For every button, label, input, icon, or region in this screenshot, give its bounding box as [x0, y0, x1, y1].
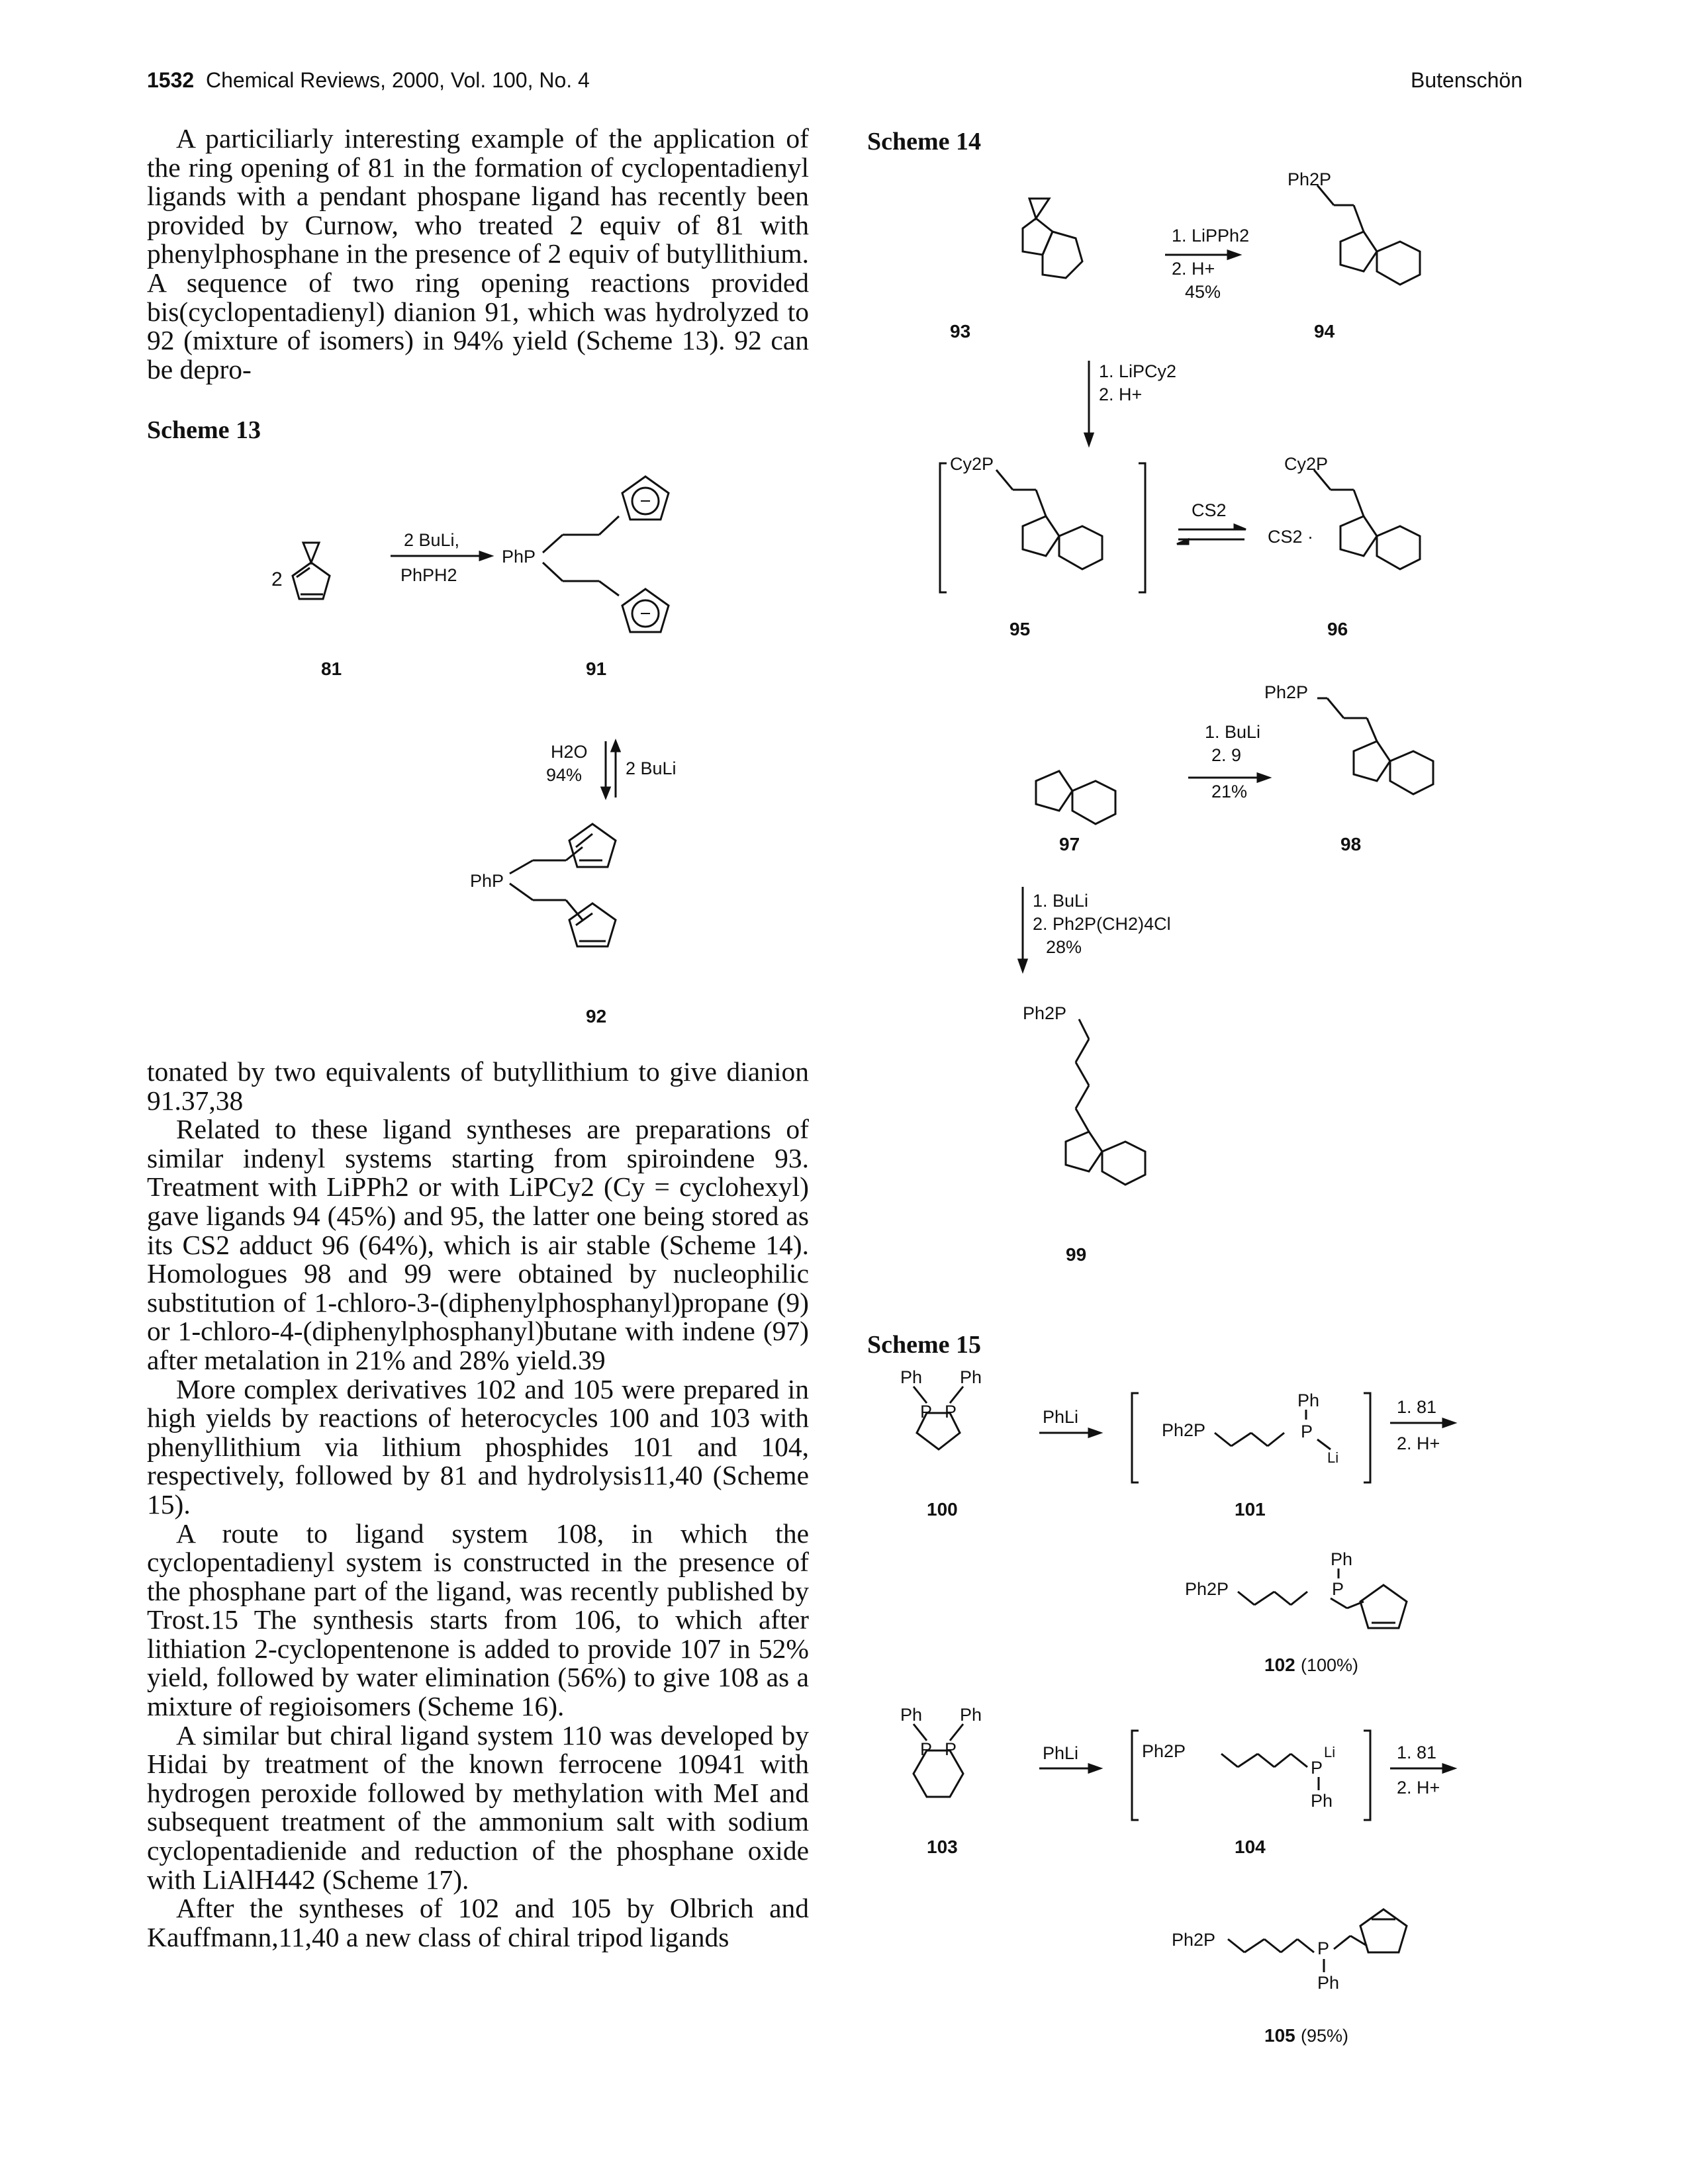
- reagent-1-81: 1. 81: [1397, 1397, 1437, 1417]
- cy2p-label-96: Cy2P: [1284, 454, 1329, 474]
- compound-104: 104: [1235, 1837, 1266, 1857]
- ph-label: Ph: [960, 1705, 982, 1725]
- reagent-2-h-b: 2. H+: [1397, 1778, 1440, 1797]
- ph2p-label-98: Ph2P: [1264, 682, 1309, 702]
- reagent-lipph2: 1. LiPPh2: [1172, 226, 1250, 246]
- compound-95: 95: [1009, 619, 1031, 639]
- compound-102: 102: [1264, 1655, 1295, 1675]
- reagent-up: 2 BuLi: [626, 758, 677, 778]
- coefficient: 2: [271, 569, 283, 590]
- ph-label-104: Ph: [1311, 1791, 1333, 1811]
- reagent-ph2p-ch2-4cl: 2. Ph2P(CH2)4Cl: [1033, 914, 1171, 934]
- reagent-h: 2. H+: [1172, 259, 1215, 279]
- ph2p-label-104: Ph2P: [1142, 1741, 1186, 1761]
- ph-label-105: Ph: [1317, 1973, 1340, 1993]
- li-label-104: Li: [1324, 1744, 1336, 1760]
- reagent-1-81-b: 1. 81: [1397, 1743, 1437, 1762]
- scheme-15-diagram: [861, 1363, 1523, 2105]
- p-label-102: P: [1332, 1579, 1344, 1599]
- yield-21: 21%: [1211, 782, 1248, 801]
- paragraph: A particiliarly interesting example of the application of the ring opening of 81 in the formation of cyclopentadienyl ligands with a pendant phospane ligand has recently been provided by Curnow, who treated 2 equiv of 81 with phenylphosphane in the presence of 2 equiv of butyllithium. A sequence of two ring opening reactions provided bis(cyclopentadienyl) dianion 91, which was hydrolyzed to 92 (mixture of isomers) in 94% yield (Scheme 13). 92 can be depro-: [147, 123, 809, 385]
- compound-81: 81: [321, 659, 342, 679]
- reagent-cs2: CS2: [1192, 500, 1227, 520]
- yield-28: 28%: [1046, 937, 1082, 957]
- compound-91: 91: [586, 659, 607, 679]
- ph-label: Ph: [900, 1705, 923, 1725]
- ph-label: Ph: [900, 1367, 923, 1387]
- scheme-14-diagram: [861, 159, 1523, 1297]
- compound-101: 101: [1235, 1499, 1266, 1520]
- ph-label-101: Ph: [1297, 1390, 1320, 1410]
- cy2p-label: Cy2P: [950, 454, 994, 474]
- yield-45: 45%: [1185, 282, 1221, 302]
- paragraph: A similar but chiral ligand system 110 was developed by Hidai by treatment of the known ferrocene 10941 with hydrogen peroxide followed by methylation with MeI and subsequent treatment of the ammonium salt with sodium cyclopentadienide and reduction of the phosphane oxide with LiAlH442 (Scheme 17).: [147, 1719, 809, 1895]
- compound-98: 98: [1340, 834, 1362, 854]
- reagent-h-2: 2. H+: [1099, 385, 1143, 404]
- reagent-lipcy2: 1. LiPCy2: [1099, 361, 1177, 381]
- scheme-14-title: Scheme 14: [867, 128, 982, 156]
- ph2p-label-102: Ph2P: [1185, 1579, 1229, 1599]
- compound-105: 105: [1264, 2025, 1295, 2046]
- reagent-buli: 1. BuLi: [1205, 722, 1261, 742]
- paragraph: tonated by two equivalents of butyllithium to give dianion 91.37,38: [147, 1056, 809, 1116]
- compound-92: 92: [586, 1006, 607, 1026]
- p-label: P: [945, 1739, 957, 1759]
- p-label: P: [920, 1402, 933, 1422]
- reagent-1: 2 BuLi,: [404, 530, 460, 550]
- body-text-top: [147, 124, 809, 384]
- php-label: PhP: [502, 547, 536, 567]
- paragraph: A route to ligand system 108, in which the cyclopentadienyl system is constructed in the presence of the phosphane part of the ligand, was recently published by Trost.15 The synthesis starts from 106, to which after lithiation 2-cyclopentenone is added to provide 107 in 52% yield, followed by water elimination (56%) to give 108 as a mixture of regioisomers (Scheme 16).: [147, 1518, 809, 1722]
- p-label: P: [920, 1739, 933, 1759]
- reagent-phli: PhLi: [1043, 1407, 1079, 1427]
- cs2-adduct-label: CS2 ·: [1268, 527, 1314, 547]
- yield-102: (100%): [1301, 1655, 1359, 1675]
- li-label-101: Li: [1327, 1449, 1339, 1466]
- ph2p-label-101: Ph2P: [1162, 1420, 1206, 1440]
- reagent-phli-2: PhLi: [1043, 1743, 1079, 1763]
- compound-103: 103: [927, 1837, 958, 1857]
- reagent-2: PhPH2: [400, 565, 457, 585]
- p-label-105: P: [1317, 1938, 1330, 1958]
- compound-96: 96: [1327, 619, 1348, 639]
- ph-label-102: Ph: [1331, 1549, 1353, 1569]
- reagent-buli-2: 1. BuLi: [1033, 891, 1089, 911]
- paragraph: Related to these ligand syntheses are preparations of similar indenyl systems starting from spiroindene 93. Treatment with LiPPh2 or with LiPCy2 (Cy = cyclohexyl) gave ligands 94 (45%) and 95, the latter one being stored as its CS2 adduct 96 (64%), which is air stable (Scheme 14). Homologues 98 and 99 were obtained by nucleophilic substitution of 1-chloro-3-(diphenylphosphanyl)propane (9) or 1-chloro-4-(diphenylphosphanyl)butane with indene (97) after metalation in 21% and 28% yield.39: [147, 1114, 809, 1375]
- page-header-author: Butenschön: [1410, 68, 1523, 92]
- reagent-9: 2. 9: [1211, 745, 1242, 765]
- p-label-104: P: [1311, 1758, 1323, 1778]
- scheme-13-diagram: [252, 463, 781, 1046]
- paragraph: After the syntheses of 102 and 105 by Olbrich and Kauffmann,11,40 a new class of chiral tripod ligands: [147, 1893, 809, 1952]
- reagent-down-1: H2O: [551, 742, 588, 762]
- compound-99: 99: [1066, 1244, 1087, 1265]
- ph-label: Ph: [960, 1367, 982, 1387]
- compound-100: 100: [927, 1499, 958, 1520]
- compound-97: 97: [1059, 834, 1080, 854]
- yield-105: (95%): [1301, 2026, 1349, 2046]
- ph2p-label-99: Ph2P: [1023, 1003, 1067, 1023]
- paragraph: More complex derivatives 102 and 105 were prepared in high yields by reactions of heterocycles 100 and 103 with phenyllithium via lithium phosphides 101 and 104, respectively, followed by 81 and hydrolysis11,40 (Scheme 15).: [147, 1373, 809, 1520]
- p-label: P: [945, 1402, 957, 1422]
- p-label-101: P: [1301, 1422, 1313, 1441]
- reagent-down-2: 94%: [546, 765, 583, 785]
- body-text-bottom: [147, 1058, 809, 1952]
- scheme-15-title: Scheme 15: [867, 1331, 982, 1359]
- ph2p-label-105: Ph2P: [1172, 1930, 1216, 1950]
- page-number: 1532: [147, 68, 195, 92]
- php-label-92: PhP: [470, 871, 504, 891]
- compound-94: 94: [1314, 321, 1335, 341]
- reagent-2-h: 2. H+: [1397, 1433, 1440, 1453]
- ph2p-label: Ph2P: [1288, 169, 1332, 189]
- journal-citation: Chemical Reviews, 2000, Vol. 100, No. 4: [205, 68, 590, 92]
- page-header-left: [147, 68, 590, 93]
- compound-93: 93: [950, 321, 971, 341]
- scheme-13-title: Scheme 13: [147, 416, 261, 444]
